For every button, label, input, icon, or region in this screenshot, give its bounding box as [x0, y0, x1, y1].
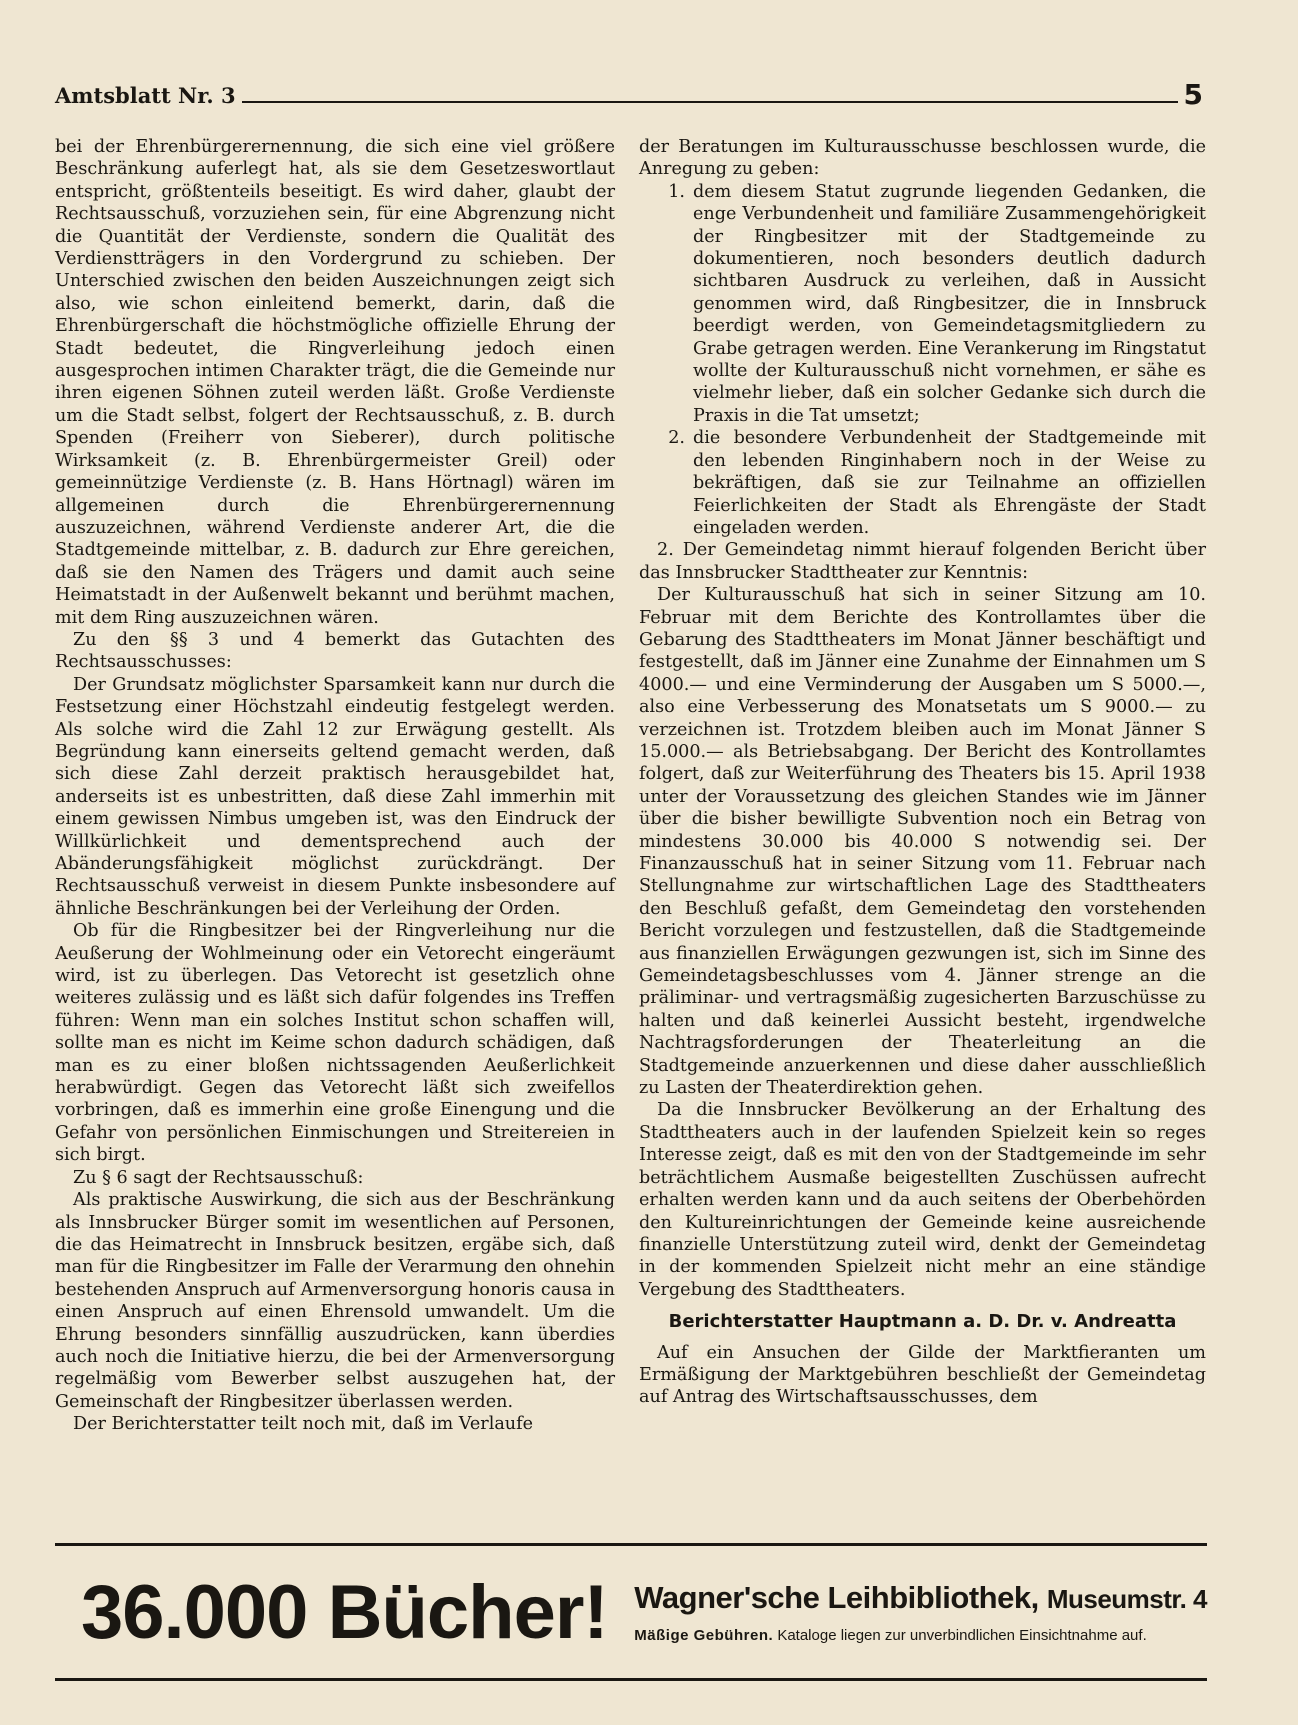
paragraph: bei der Ehrenbürgerernennung, die sich eine viel größere Beschränkung auferlegt hat, als sie dem Gesetzeswortlaut entspricht, größtenteils beseitigt. Es wird daher, glaubt der Rechtsausschuß, vorzuziehen sein, für eine Abgrenzung nicht die Quantität der Verdienste, sondern die Qualität des Verdienstträgers in den Vordergrund zu schieben. Der Unterschied zwischen den beiden Auszeichnungen zeigt sich also, wie schon einleitend bemerkt, darin, daß die Ehrenbürgerschaft die höchstmögliche offizielle Ehrung der Stadt bedeutet, die Ringverleihung jedoch einen ausgesprochen intimen Charakter trägt, die die Gemeinde nur ihren eigenen Söhnen zuteil werden läßt. Große Verdienste um die Stadt selbst, folgert der Rechtsausschuß, z. B. durch Spenden (Freiherr von Sieberer), durch politische Wirksamkeit (z. B. Ehrenbürgermeister Greil) oder gemeinnützige Verdienste (z. B. Hans Hörtnagl) wären im allgemeinen durch die Ehrenbürgerernennung auszuzeichnen, während Verdienste anderer Art, die die Stadtgemeinde mittelbar, z. B. dadurch zur Ehre gereichen, daß sie den Namen des Trägers und damit auch seine Heimatstadt in der Außenwelt bekannt und berühmt machen, mit dem Ring auszuzeichnen wären.: [55, 137, 615, 628]
ad-note: Kataloge liegen zur unverbindlichen Einsichtnahme auf.: [777, 1626, 1147, 1644]
ad-fees: Mäßige Gebühren.: [634, 1626, 774, 1644]
paragraph: Zu den §§ 3 und 4 bemerkt das Gutachten des Rechtsausschusses:: [55, 629, 615, 673]
ad-details: [624, 1580, 1207, 1645]
paragraph: Als praktische Auswirkung, die sich aus der Beschränkung als Innsbrucker Bürger somit im wesentlichen auf Personen, die das Heimatrecht in Innsbruck besitzen, ergäbe sich, daß man für die Ringbesitzer im Falle der Verarmung den ohnehin bestehenden Anspruch auf Armenversorgung honoris causa in einen Anspruch auf einen Ehrensold umwandelt. Um die Ehrung besonders sinnfällig auszudrücken, kann überdies auch noch die Initiative hierzu, die bei der Armenversorgung regelmäßig vom Bewerber selbst auszugehen hat, der Gemeinschaft der Ringbesitzer überlassen werden.: [55, 1190, 615, 1412]
list-item: [639, 427, 1206, 539]
ad-headline: 36.000 Bücher!: [81, 1569, 608, 1655]
reporter-heading: Berichterstatter Hauptmann a. D. Dr. v. Andreatta: [668, 1311, 1177, 1333]
ad-library: [634, 1580, 1207, 1616]
paragraph: Der Kulturausschuß hat sich in seiner Sitzung am 10. Februar mit dem Berichte des Kontrollamtes über die Gebarung des Stadttheaters im Monat Jänner beschäftigt und festgestellt, daß im Jänner eine Zunahme der Einnahmen um S 4000.— und eine Verminderung der Ausgaben um S 5000.—, also eine Verbesserung des Monatsetats um S 9000.— zu verzeichnen ist. Trotzdem bleiben auch im Monat Jänner S 15.000.— als Betriebsabgang. Der Bericht des Kontrollamtes folgert, daß zur Weiterführung des Theaters bis 15. April 1938 unter der Voraussetzung des gleichen Standes wie im Jänner über die bisher bewilligte Subvention noch ein Betrag von mindestens 30.000 bis 40.000 S notwendig sei. Der Finanzausschuß hat in seiner Sitzung vom 11. Februar nach Stellungnahme zur wirtschaftlichen Lage des Stadttheaters den Beschluß gefaßt, dem Gemeindetag den vorstehenden Bericht vorzulegen und festzustellen, daß die Stadtgemeinde aus finanziellen Erwägungen gezwungen ist, sich im Sinne des Gemeindetagsbeschlusses vom 4. Jänner strenge an die präliminar- und vertragsmäßig zugesicherten Barzuschüsse zu halten und daß keinerlei Aussicht besteht, irgendwelche Nachtragsforderungen der Theaterleitung an die Stadtgemeinde anzuerkennen und diese daher ausschließlich zu Lasten der Theaterdirektion gehen.: [639, 585, 1206, 1099]
header-rule: [242, 101, 1178, 103]
paragraph: Zu § 6 sagt der Rechtsausschuß:: [73, 1167, 364, 1188]
advertisement-box: [55, 1543, 1207, 1681]
paragraph: Der Grundsatz möglichster Sparsamkeit kann nur durch die Festsetzung einer Höchstzahl eindeutig festgelegt werden. Als solche wird die Zahl 12 zur Erwägung gestellt. Als Begründung kann einerseits geltend gemacht werden, daß sich diese Zahl derzeit praktisch herausgebildet hat, anderseits ist es unbestritten, daß diese Zahl immerhin mit einem gewissen Nimbus umgeben ist, was den Eindruck der Willkürlichkeit und dementsprechend auch der Abänderungsfähigkeit möglichst zurückdrängt. Der Rechtsausschuß verweist in diesem Punkte insbesondere auf ähnliche Beschränkungen bei der Verleihung der Orden.: [55, 674, 615, 919]
list-text: dem diesem Statut zugrunde liegenden Gedanken, die enge Verbundenheit und familiäre Zusammengehörigkeit der Ringbesitzer mit der Stadtgemeinde zu dokumentieren, noch besonders deutlich dadurch sichtbaren Ausdruck zu verleihen, daß in Aussicht genommen wird, daß Ringbesitzer, die in Innsbruck beerdigt werden, von Gemeindetagsmitgliedern zu Grabe getragen werden. Eine Verankerung im Ringstatut wollte der Kulturausschuß nicht vornehmen, er sähe es vielmehr lieber, daß ein solcher Gedanke sich durch die Praxis in die Tat umsetzt;: [693, 181, 1206, 426]
paragraph: der Beratungen im Kulturausschusse beschlossen wurde, die Anregung zu geben:: [639, 137, 1206, 180]
issue-label: Amtsblatt Nr. 3: [55, 83, 236, 108]
ad-street: Museumstr. 4: [1046, 1583, 1207, 1614]
paragraph: Ob für die Ringbesitzer bei der Ringverleihung nur die Aeußerung der Wohlmeinung oder ein Vetorecht eingeräumt wird, ist zu überlegen. Das Vetorecht ist gesetzlich ohne weiteres zulässig und es läßt sich dafür folgendes ins Treffen führen: Wenn man ein solches Institut schon schaffen will, sollte man es nicht im Keime schon dadurch schädigen, daß man es zu einer bloßen nichtssagenden Aeußerlichkeit herabwürdigt. Gegen das Vetorecht läßt sich zweifellos vorbringen, daß es immerhin eine große Einengung und die Gefahr von persönlichen Einmischungen und Streitereien in sich birgt.: [55, 921, 615, 1166]
paragraph: Auf ein Ansuchen der Gilde der Marktfieranten um Ermäßigung der Marktgebühren beschließt der Gemeindetag auf Antrag des Wirtschaftsausschusses, dem: [639, 1342, 1206, 1408]
right-column: [639, 136, 1206, 1409]
ad-small-print: [634, 1626, 1194, 1645]
list-text: die besondere Verbundenheit der Stadtgemeinde mit den lebenden Ringinhabern noch in der Weise zu bekräftigen, daß sie zur Teilnahme an offiziellen Feierlichkeiten der Stadt als Ehrengäste der Stadt eingeladen werden.: [693, 428, 1206, 538]
paragraph: 2. Der Gemeindetag nimmt hierauf folgenden Bericht über das Innsbrucker Stadttheater zur Kenntnis:: [639, 540, 1206, 583]
list-number: 1.: [668, 181, 685, 202]
page-number: 5: [1183, 78, 1203, 111]
ad-library-name: Wagner'sche Leihbibliothek,: [634, 1579, 1039, 1615]
page-header: [55, 78, 1203, 111]
paragraph: Der Berichterstatter teilt noch mit, daß im Verlaufe: [73, 1414, 534, 1435]
recommendation-list: [639, 181, 1206, 540]
list-number: 2.: [668, 428, 685, 449]
paragraph: Da die Innsbrucker Bevölkerung an der Erhaltung des Stadttheaters auch in der laufenden Spielzeit kein so reges Interesse zeigt, daß es mit den von der Stadtgemeinde im sehr beträchtlichem Ausmaße beigestellten Zuschüssen aufrecht erhalten werden kann und da auch seitens der Oberbehörden den Kultureinrichtungen der Gemeinde keine ausreichende finanzielle Unterstützung zuteil wird, denkt der Gemeindetag in der kommenden Spielzeit nicht mehr an eine ständige Vergebung des Stadttheaters.: [639, 1100, 1206, 1300]
left-column: [55, 136, 615, 1436]
list-item: [639, 181, 1206, 427]
